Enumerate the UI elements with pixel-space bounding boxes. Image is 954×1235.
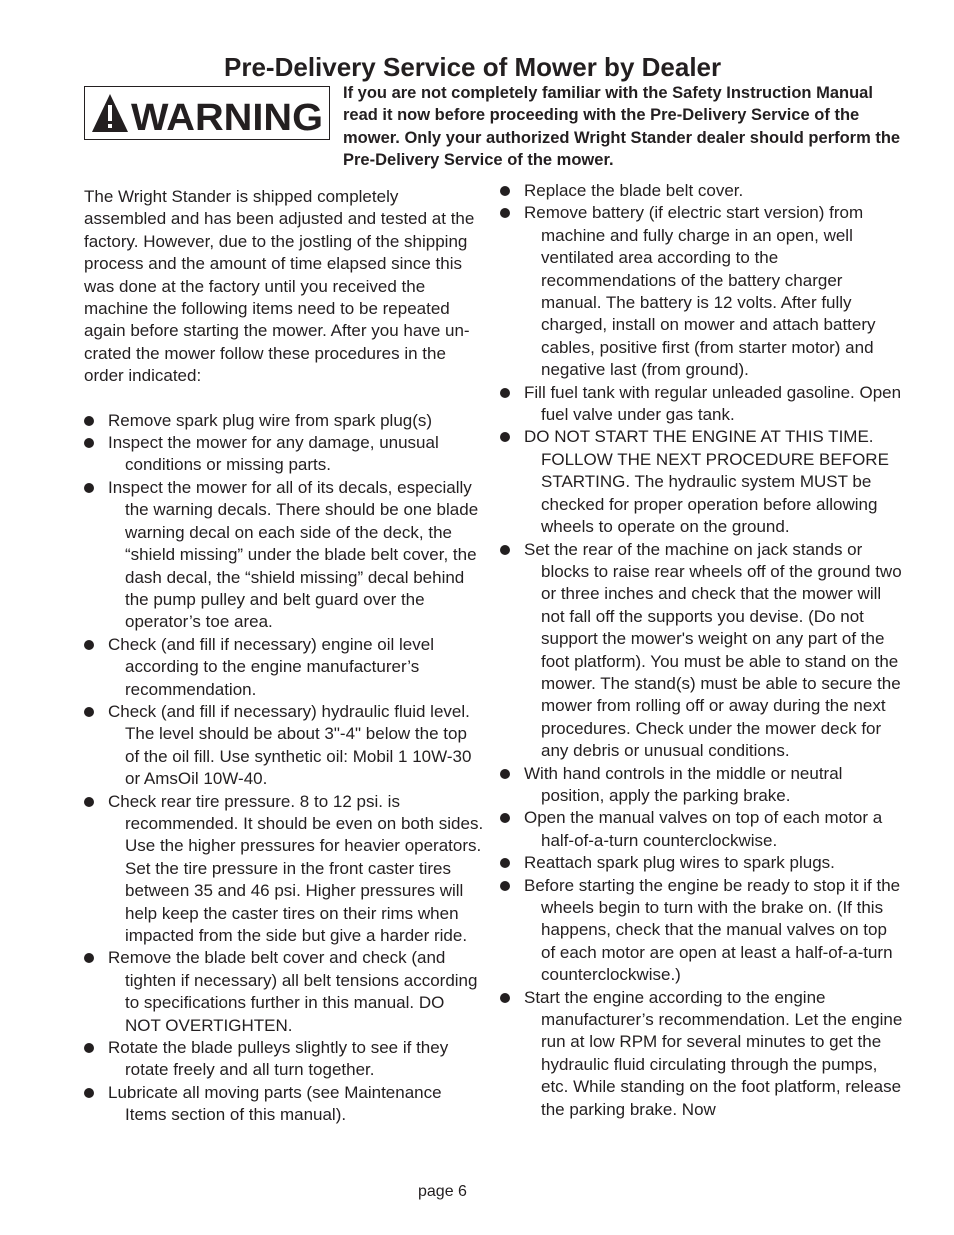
list-item: Remove spark plug wire from spark plug(s) bbox=[84, 410, 484, 432]
left-column bbox=[84, 186, 484, 1127]
list-item: Fill fuel tank with regular unleaded gasoline. Open fuel valve under gas tank. bbox=[500, 382, 905, 427]
list-item: Reattach spark plug wires to spark plugs. bbox=[500, 852, 905, 874]
warning-triangle-icon bbox=[92, 94, 128, 132]
list-item: Remove battery (if electric start version) from machine and fully charge in an open, well ventilated area according to the recommendations of the battery charger manual. The battery is 12 volts. After fully charged, install on mower and attach battery cables, positive first (from starter motor) and negative last (from ground). bbox=[500, 202, 905, 381]
list-item: Remove the blade belt cover and check (and tighten if necessary) all belt tensions according to specifications further in this manual. DO NOT OVERTIGHTEN. bbox=[84, 947, 484, 1037]
list-item: Inspect the mower for any damage, unusual conditions or missing parts. bbox=[84, 432, 484, 477]
list-item: Set the rear of the machine on jack stands or blocks to raise rear wheels off of the ground two or three inches and check that the mower will not fall off the supports you devise. (Do not support the mower's weight on any part of the foot platform). You must be able to stand on the mower. The stand(s) must be able to secure the mower from rolling off or away during the next procedures. Check under the mower deck for any debris or unusual conditions. bbox=[500, 539, 905, 763]
intro-paragraph: The Wright Stander is shipped completely assembled and has been adjusted and tested at the factory. However, due to the jostling of the shipping process and the amount of time elapsed since this was done at the factory until you received the machine the following items need to be repeated again before starting the mower. After you have un-crated the mower follow these procedures in the order indicated: bbox=[84, 187, 475, 386]
list-item: Open the manual valves on top of each motor a half-of-a-turn counterclockwise. bbox=[500, 807, 905, 852]
list-item: Rotate the blade pulleys slightly to see if they rotate freely and all turn together. bbox=[84, 1037, 484, 1082]
list-item: Lubricate all moving parts (see Maintenance Items section of this manual). bbox=[84, 1082, 484, 1127]
list-item: Check rear tire pressure. 8 to 12 psi. is recommended. It should be even on both sides. Use the higher pressures for heavier operators. Set the tire pressure in the front caster tires between 35 and 46 psi. Higher pressures will help keep the caster tires on their rims when impacted from the side but give a harder ride. bbox=[84, 791, 484, 948]
list-item: Start the engine according to the engine manufacturer’s recommendation. Let the engine run at low RPM for several minutes to get the hydraulic fluid circulating through the pumps, etc. While standing on the foot platform, release the parking brake. Now bbox=[500, 987, 905, 1121]
list-item: With hand controls in the middle or neutral position, apply the parking brake. bbox=[500, 763, 905, 808]
warning-sign bbox=[91, 92, 327, 136]
left-procedure-list bbox=[84, 410, 484, 1127]
right-procedure-list bbox=[500, 180, 905, 1121]
page-number: page 6 bbox=[418, 1183, 467, 1200]
list-item: Inspect the mower for all of its decals, especially the warning decals. There should be one blade warning decal on each side of the deck, the “shield missing” under the blade belt cover, the dash decal, the “shield missing” decal behind the pump pulley and belt guard over the operator’s toe area. bbox=[84, 477, 484, 634]
list-item: DO NOT START THE ENGINE AT THIS TIME. FOLLOW THE NEXT PROCEDURE BEFORE STARTING. The hydraulic system MUST be checked for proper operation before allowing wheels to operate on the ground. bbox=[500, 426, 905, 538]
right-column bbox=[500, 180, 905, 1121]
warning-text: If you are not completely familiar with the Safety Instruction Manual read it now before proceeding with the Pre-Delivery Service of the mower. Only your authorized Wright Stander dealer should perform the Pre-Delivery Service of the mower. bbox=[343, 84, 901, 170]
page-title: Pre-Delivery Service of Mower by Dealer bbox=[224, 52, 722, 82]
list-item: Check (and fill if necessary) hydraulic fluid level. The level should be about 3"-4" below the top of the oil fill. Use synthetic oil: Mobil 1 10W-30 or AmsOil 10W-40. bbox=[84, 701, 484, 791]
warning-label-box bbox=[84, 86, 330, 140]
list-item: Replace the blade belt cover. bbox=[500, 180, 905, 202]
warning-label: WARNING bbox=[131, 97, 323, 136]
list-item: Before starting the engine be ready to stop it if the wheels begin to turn with the brake on. (If this happens, check that the manual valves on top of each motor are open at least a half-of-a-turn counterclockwise.) bbox=[500, 875, 905, 987]
list-item: Check (and fill if necessary) engine oil level according to the engine manufacturer’s recommendation. bbox=[84, 634, 484, 701]
